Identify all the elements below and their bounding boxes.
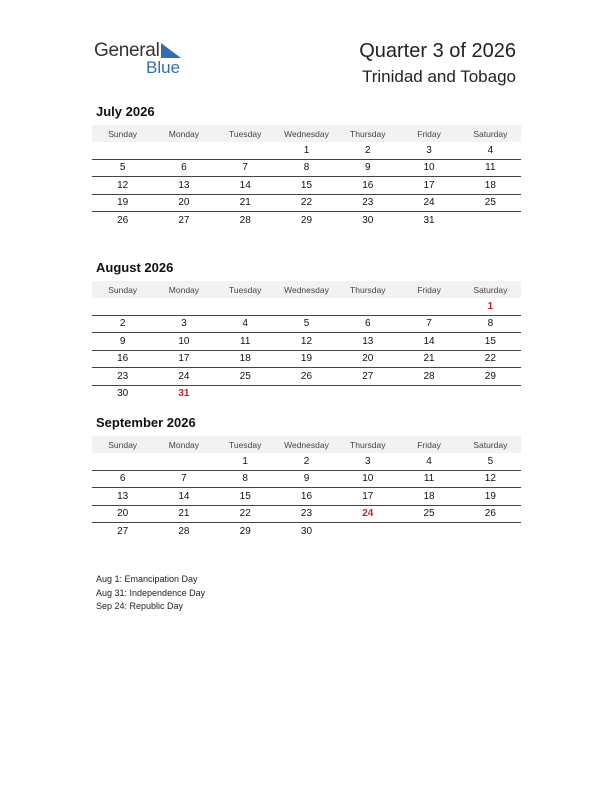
day-cell: 19: [92, 194, 153, 212]
day-cell: 25: [215, 368, 276, 386]
week-row: [92, 333, 521, 351]
holiday-day-cell: 31: [178, 388, 190, 400]
day-cell: [276, 385, 337, 402]
weekday-header-row: [92, 281, 521, 298]
calendar-grid: [92, 436, 521, 540]
day-cell: 26: [276, 368, 337, 386]
day-cell: [337, 385, 398, 402]
day-cell: 10: [153, 333, 214, 351]
day-cell: 7: [215, 159, 276, 177]
day-cell: [460, 523, 521, 540]
day-cell: 28: [398, 368, 459, 386]
weekday-header: Sunday: [92, 281, 153, 298]
month-title: August 2026: [96, 260, 174, 275]
day-cell: [153, 453, 214, 470]
generalblue-logo: [94, 40, 194, 80]
weekday-header-row: [92, 125, 521, 142]
day-cell: 9: [276, 470, 337, 488]
logo-text-general: General: [94, 40, 160, 61]
week-row: [92, 470, 521, 488]
day-cell: 31: [423, 214, 435, 226]
day-cell: 12: [460, 470, 521, 488]
weekday-header: Sunday: [92, 436, 153, 453]
day-cell: 28: [239, 214, 251, 226]
day-cell: 13: [153, 177, 214, 195]
day-cell: 20: [153, 194, 214, 212]
weekday-header: Tuesday: [215, 125, 276, 142]
weekday-header: Thursday: [337, 125, 398, 142]
weekday-header: Friday: [398, 281, 459, 298]
week-row: [92, 523, 521, 540]
weekday-header: Wednesday: [276, 436, 337, 453]
weekday-header: Thursday: [337, 281, 398, 298]
country-subtitle: Trinidad and Tobago: [361, 67, 516, 86]
day-cell: [153, 298, 214, 315]
day-cell: 7: [153, 470, 214, 488]
day-cell: 23: [276, 505, 337, 523]
weekday-header-row: [92, 436, 521, 453]
day-cell: 16: [337, 177, 398, 195]
weekday-header: Sunday: [92, 125, 153, 142]
day-cell: 11: [215, 333, 276, 351]
day-cell: 19: [460, 488, 521, 506]
week-row: [92, 350, 521, 368]
week-row: [92, 453, 521, 470]
day-cell: 17: [337, 488, 398, 506]
weekday-header: Tuesday: [215, 281, 276, 298]
day-cell: 21: [398, 350, 459, 368]
day-cell: 8: [276, 159, 337, 177]
holiday-day-cell: 24: [337, 505, 398, 523]
day-cell: 27: [117, 525, 129, 537]
day-cell: 12: [92, 177, 153, 195]
day-cell: 17: [398, 177, 459, 195]
weekday-header: Wednesday: [276, 125, 337, 142]
day-cell: [153, 142, 214, 159]
day-cell: 11: [398, 470, 459, 488]
calendar-grid: [92, 281, 521, 402]
holiday-item: Aug 1: Emancipation Day: [96, 574, 198, 584]
day-cell: 16: [92, 350, 153, 368]
weekday-header: Wednesday: [276, 281, 337, 298]
day-cell: 20: [92, 505, 153, 523]
day-cell: 5: [276, 315, 337, 333]
day-cell: 14: [398, 333, 459, 351]
day-cell: [215, 142, 276, 159]
day-cell: 4: [215, 315, 276, 333]
day-cell: 21: [153, 505, 214, 523]
week-row: [92, 177, 521, 195]
weekday-header: Monday: [153, 125, 214, 142]
week-row: [92, 488, 521, 506]
day-cell: 5: [92, 159, 153, 177]
day-cell: 22: [215, 505, 276, 523]
week-row: [92, 505, 521, 523]
day-cell: 18: [398, 488, 459, 506]
day-cell: 8: [215, 470, 276, 488]
week-row: [92, 194, 521, 212]
day-cell: 22: [460, 350, 521, 368]
day-cell: [276, 298, 337, 315]
calendar-grid: [92, 125, 521, 229]
day-cell: 26: [460, 505, 521, 523]
day-cell: 27: [337, 368, 398, 386]
day-cell: 3: [398, 142, 459, 159]
month-august: [92, 259, 521, 402]
day-cell: 25: [460, 194, 521, 212]
month-july: [92, 103, 521, 229]
holiday-item: Aug 31: Independence Day: [96, 587, 206, 598]
holiday-list: [96, 573, 205, 614]
day-cell: 15: [460, 333, 521, 351]
weekday-header: Saturday: [460, 436, 521, 453]
day-cell: 1: [215, 453, 276, 470]
week-row: [92, 212, 521, 229]
weekday-header: Monday: [153, 436, 214, 453]
day-cell: 29: [239, 525, 251, 537]
day-cell: 21: [215, 194, 276, 212]
day-cell: 18: [215, 350, 276, 368]
month-title: September 2026: [96, 415, 196, 430]
week-row: [92, 385, 521, 402]
day-cell: 11: [460, 159, 521, 177]
day-cell: 13: [92, 488, 153, 506]
day-cell: 23: [337, 194, 398, 212]
month-september: [92, 414, 521, 540]
day-cell: 6: [92, 470, 153, 488]
day-cell: [92, 298, 153, 315]
day-cell: 26: [117, 214, 129, 226]
page-title: Quarter 3 of 2026: [359, 40, 516, 62]
day-cell: 6: [153, 159, 214, 177]
day-cell: 25: [398, 505, 459, 523]
day-cell: 2: [92, 315, 153, 333]
day-cell: 8: [460, 315, 521, 333]
day-cell: 4: [398, 453, 459, 470]
holiday-day-cell: 1: [460, 298, 521, 315]
day-cell: [398, 523, 459, 540]
day-cell: 29: [300, 214, 313, 226]
day-cell: 3: [337, 453, 398, 470]
weekday-header: Monday: [153, 281, 214, 298]
day-cell: [92, 453, 153, 470]
day-cell: 23: [92, 368, 153, 386]
day-cell: 9: [337, 159, 398, 177]
weekday-header: Friday: [398, 436, 459, 453]
day-cell: 10: [398, 159, 459, 177]
day-cell: [337, 523, 398, 540]
day-cell: 29: [460, 368, 521, 386]
day-cell: 28: [178, 525, 190, 537]
day-cell: [337, 298, 398, 315]
day-cell: 4: [460, 142, 521, 159]
weekday-header: Saturday: [460, 281, 521, 298]
day-cell: [460, 212, 521, 229]
day-cell: 19: [276, 350, 337, 368]
day-cell: 27: [178, 214, 190, 226]
day-cell: 6: [337, 315, 398, 333]
weekday-header: Tuesday: [215, 436, 276, 453]
day-cell: [460, 385, 521, 402]
day-cell: 15: [215, 488, 276, 506]
logo-flag-icon: [161, 43, 181, 58]
day-cell: 24: [153, 368, 214, 386]
day-cell: 15: [276, 177, 337, 195]
day-cell: 5: [460, 453, 521, 470]
day-cell: 17: [153, 350, 214, 368]
holiday-item: Sep 24: Republic Day: [96, 601, 184, 611]
logo-text-blue: Blue: [146, 58, 181, 77]
week-row: [92, 368, 521, 386]
day-cell: [398, 385, 459, 402]
day-cell: 7: [398, 315, 459, 333]
day-cell: 12: [276, 333, 337, 351]
day-cell: 3: [153, 315, 214, 333]
day-cell: [398, 298, 459, 315]
day-cell: 18: [460, 177, 521, 195]
day-cell: 2: [276, 453, 337, 470]
day-cell: 20: [337, 350, 398, 368]
day-cell: 30: [300, 525, 313, 537]
day-cell: 22: [276, 194, 337, 212]
day-cell: [92, 142, 153, 159]
day-cell: 13: [337, 333, 398, 351]
weekday-header: Saturday: [460, 125, 521, 142]
day-cell: 14: [215, 177, 276, 195]
day-cell: 30: [117, 388, 129, 400]
day-cell: 1: [276, 142, 337, 159]
week-row: [92, 142, 521, 159]
day-cell: 10: [337, 470, 398, 488]
day-cell: 14: [153, 488, 214, 506]
month-title: July 2026: [96, 104, 155, 119]
day-cell: [215, 298, 276, 315]
weekday-header: Thursday: [337, 436, 398, 453]
day-cell: 2: [337, 142, 398, 159]
day-cell: 30: [362, 214, 374, 226]
day-cell: 9: [92, 333, 153, 351]
day-cell: 16: [276, 488, 337, 506]
week-row: [92, 159, 521, 177]
day-cell: [215, 385, 276, 402]
week-row: [92, 298, 521, 315]
week-row: [92, 315, 521, 333]
day-cell: 24: [398, 194, 459, 212]
weekday-header: Friday: [398, 125, 459, 142]
